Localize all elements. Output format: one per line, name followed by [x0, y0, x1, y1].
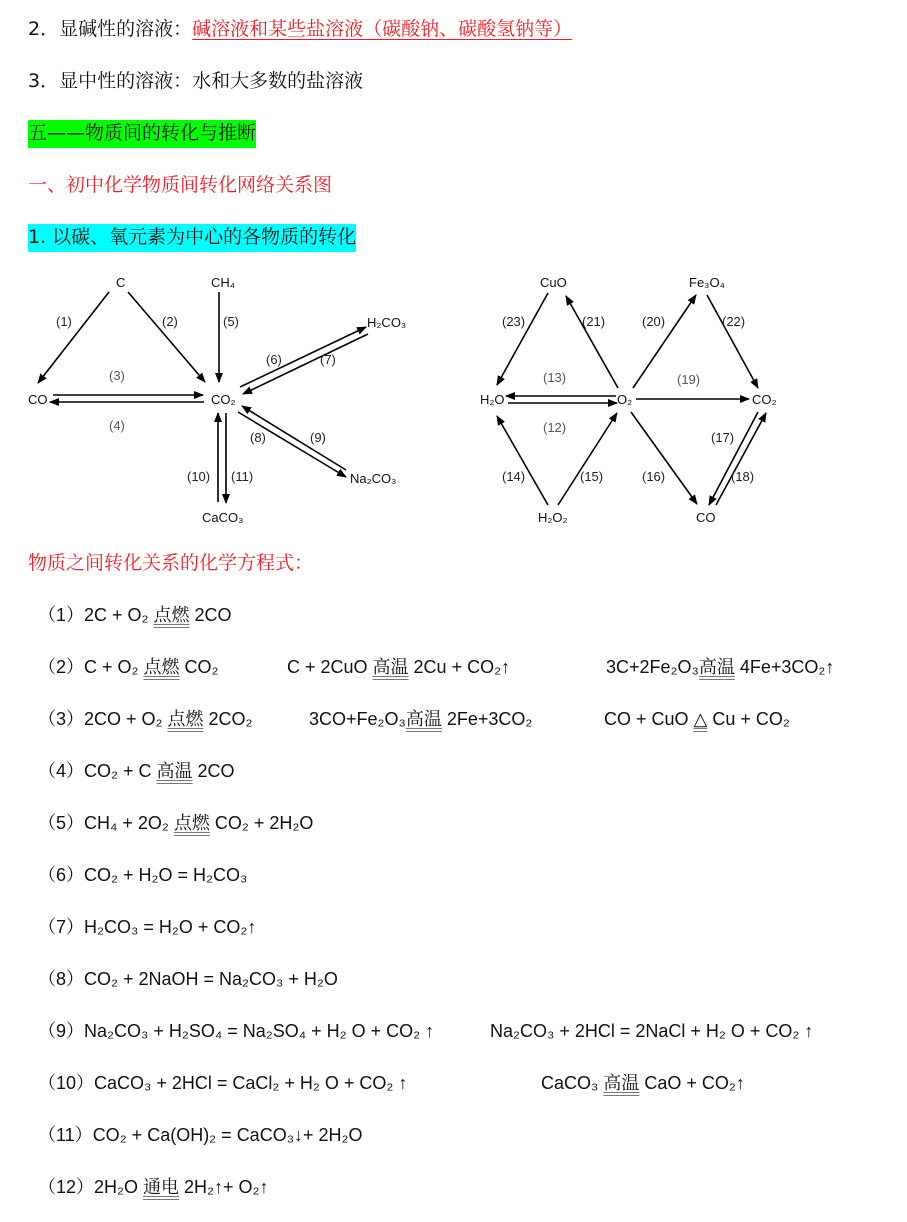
node-co: CO [28, 392, 48, 407]
equation-2: （2）C + O₂ 点燃 CO₂ C + 2CuO 高温 2Cu + CO₂↑ 3C+2Fe₂O₃高温 4Fe+3CO₂↑ [38, 657, 835, 677]
equation-7: （7）H₂CO₃ = H₂O + CO₂↑ [38, 917, 257, 937]
line-prefix: 2．显碱性的溶液： [28, 18, 193, 40]
svg-text:(4): (4) [109, 418, 125, 433]
node-co2: CO₂ [211, 392, 236, 407]
equation-12: （12）2H₂O 通电 2H₂↑+ O₂↑ [38, 1177, 269, 1197]
equation-5: （5）CH₄ + 2O₂ 点燃 CO₂ + 2H₂O [38, 813, 314, 833]
svg-text:(14): (14) [502, 469, 526, 484]
node-c: C [116, 275, 126, 290]
equation-1: （1）2C + O₂ 点燃 2CO [38, 605, 232, 625]
node-ch4: CH₄ [211, 275, 236, 290]
node-h2o2: H₂O₂ [538, 510, 568, 525]
svg-text:(16): (16) [642, 469, 666, 484]
svg-text:(23): (23) [502, 314, 526, 329]
svg-text:(9): (9) [310, 430, 326, 445]
equation-11: （11）CO₂ + Ca(OH)₂ = CaCO₃↓+ 2H₂O [38, 1125, 363, 1145]
svg-text:(10): (10) [187, 469, 211, 484]
neutral-examples: 水和大多数的盐溶液 [192, 70, 364, 92]
svg-text:(6): (6) [266, 352, 282, 367]
topic-title [28, 224, 356, 250]
svg-text:(2): (2) [162, 314, 178, 329]
svg-text:(11): (11) [231, 469, 254, 484]
node-caco3: CaCO₃ [202, 510, 244, 525]
equation-6: （6）CO₂ + H₂O = H₂CO₃ [38, 865, 248, 885]
node-h2o: H₂O [480, 392, 505, 407]
node-cuo: CuO [540, 275, 567, 290]
node-fe3o4: Fe₃O₄ [689, 275, 725, 290]
svg-text:(17): (17) [711, 430, 735, 445]
svg-text:(13): (13) [543, 370, 567, 385]
svg-text:(3): (3) [109, 368, 125, 383]
equation-8: （8）CO₂ + 2NaOH = Na₂CO₃ + H₂O [38, 969, 338, 989]
node-co: CO [696, 510, 716, 525]
svg-text:(18): (18) [731, 469, 755, 484]
subsection-title: 一、初中化学物质间转化网络关系图 [28, 174, 333, 196]
node-h2co3: H₂CO₃ [367, 315, 407, 330]
svg-text:(7): (7) [320, 352, 336, 367]
alkaline-examples: 碱溶液和某些盐溶液（碳酸钠、碳酸氢钠等） [192, 18, 573, 40]
section-title-text: 五——物质间的转化与推断 [28, 120, 256, 148]
svg-text:(21): (21) [582, 314, 606, 329]
equation-9: （9）Na₂CO₃ + H₂SO₄ = Na₂SO₄ + H₂ O + CO₂ ↑ Na₂CO₃ + 2HCl = 2NaCl + H₂ O + CO₂ ↑ [38, 1021, 814, 1041]
svg-text:(15): (15) [580, 469, 604, 484]
equation-4: （4）CO₂ + C 高温 2CO [38, 761, 235, 781]
line-prefix: 3．显中性的溶液： [28, 70, 193, 92]
svg-text:(8): (8) [250, 430, 266, 445]
section-title [28, 120, 256, 146]
svg-text:(5): (5) [223, 314, 239, 329]
equation-10: （10）CaCO₃ + 2HCl = CaCl₂ + H₂ O + CO₂ ↑ CaCO₃ 高温 CaO + CO₂↑ [38, 1073, 745, 1093]
carbon-conversion-diagram [0, 260, 430, 535]
node-o2: O₂ [617, 392, 633, 407]
svg-text:(22): (22) [722, 314, 746, 329]
neutral-solution-line [28, 68, 363, 94]
equation-3: （3）2CO + O₂ 点燃 2CO₂ 3CO+Fe₂O₃高温 2Fe+3CO₂ CO + CuO △ Cu + CO₂ [38, 709, 790, 729]
oxygen-conversion-diagram [460, 260, 800, 535]
node-na2co3: Na₂CO₃ [350, 471, 397, 486]
alkaline-solution-line [28, 16, 572, 42]
node-co2: CO₂ [752, 392, 777, 407]
svg-text:(19): (19) [677, 372, 701, 387]
topic-title-text: 1. 以碳、氧元素为中心的各物质的转化 [28, 224, 356, 252]
svg-text:(1): (1) [56, 314, 72, 329]
svg-text:(12): (12) [543, 420, 567, 435]
equations-title: 物质之间转化关系的化学方程式： [28, 552, 314, 574]
svg-text:(20): (20) [642, 314, 666, 329]
